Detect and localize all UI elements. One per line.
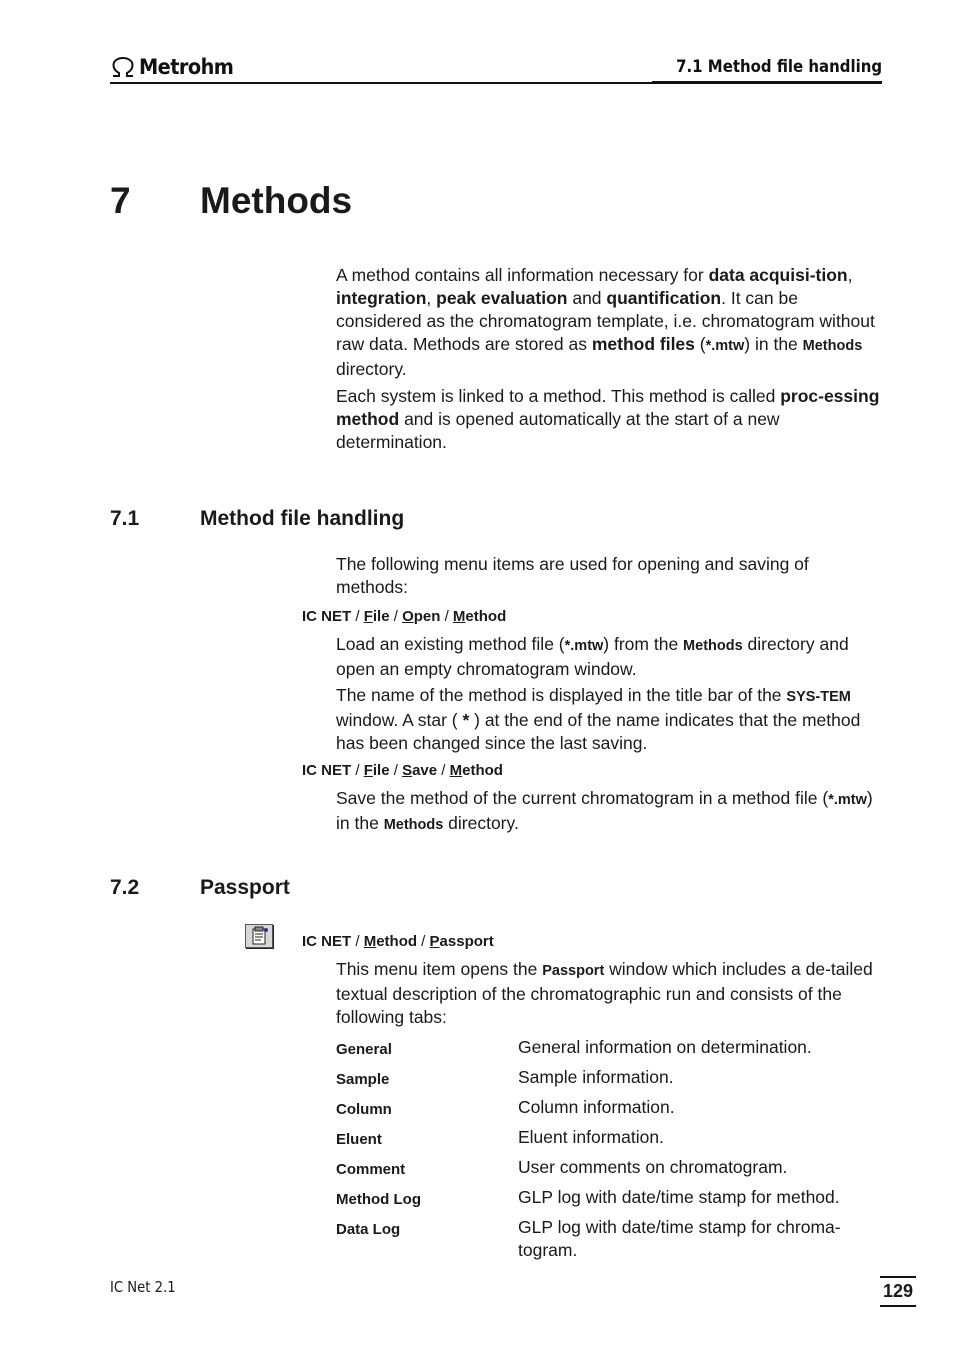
passport-document-icon xyxy=(246,925,272,947)
tab-description: GLP log with date/time stamp for method. xyxy=(518,1187,840,1207)
running-header-section: 7.1 Method file handling xyxy=(675,57,882,77)
list-item xyxy=(336,1096,884,1121)
brand-logo xyxy=(110,53,242,81)
list-item xyxy=(336,1126,884,1151)
intro-paragraph-2: Each system is linked to a method. This method is called proc-essing method and is opened automatically at the start of a new determination. xyxy=(336,386,880,452)
list-item xyxy=(336,1066,884,1091)
chapter-number: 7 xyxy=(110,180,131,221)
brand-name: Metrohm xyxy=(139,55,234,79)
chapter-title: Methods xyxy=(200,180,353,221)
section-7-1-number: 7.1 xyxy=(110,507,140,530)
passport-description: This menu item opens the Passport window which includes a de-tailed textual description of the chromatographic run and consists of the following tabs: xyxy=(336,959,873,1027)
tab-name: Method Log xyxy=(336,1191,421,1208)
passport-tabs-list xyxy=(336,1036,884,1267)
section-7-1-title: Method file handling xyxy=(200,507,405,530)
list-item xyxy=(336,1156,884,1181)
tab-description: User comments on chromatogram. xyxy=(518,1157,788,1177)
tab-name: Sample xyxy=(336,1071,390,1088)
section-7-1-intro: The following menu items are used for opening and saving of methods: xyxy=(336,554,809,597)
save-method-description: Save the method of the current chromatogram in a method file (*.mtw) in the Methods directory. xyxy=(336,788,873,833)
menu-path-method-passport: IC NET / Method / Passport xyxy=(302,933,494,950)
tab-name: Data Log xyxy=(336,1221,401,1238)
intro-paragraph-1: A method contains all information necessary for data acquisi-tion, integration, peak evaluation and quantification. It can be considered as the chromatogram template, i.e. chromatogram without raw data. Methods are stored as method files (*.mtw) in the Methods directory. xyxy=(336,265,875,379)
section-7-2-title: Passport xyxy=(200,876,290,899)
tab-description: General information on determination. xyxy=(518,1037,812,1057)
list-item xyxy=(336,1036,884,1061)
tab-description: Column information. xyxy=(518,1097,675,1117)
page-number: 129 xyxy=(880,1276,916,1307)
list-item xyxy=(336,1216,884,1262)
tab-name: Eluent xyxy=(336,1131,382,1148)
passport-toolbar-icon xyxy=(245,924,273,948)
tab-description: GLP log with date/time stamp for chroma-togram. xyxy=(518,1217,841,1260)
tab-name: General xyxy=(336,1041,392,1058)
tab-name: Column xyxy=(336,1101,392,1118)
menu-path-file-save-method: IC NET / File / Save / Method xyxy=(302,762,503,779)
header-divider-accent xyxy=(652,81,882,84)
omega-logo-icon xyxy=(110,56,136,78)
tab-description: Eluent information. xyxy=(518,1127,664,1147)
menu-path-file-open-method: IC NET / File / Open / Method xyxy=(302,608,507,625)
open-method-description: Load an existing method file (*.mtw) from the Methods directory and open an empty chromatogram window. xyxy=(336,634,849,679)
tab-description: Sample information. xyxy=(518,1067,674,1087)
section-7-2-number: 7.2 xyxy=(110,876,140,899)
list-item xyxy=(336,1186,884,1211)
open-method-title-note: The name of the method is displayed in the title bar of the SYS-TEM window. A star ( * ) at the end of the name indicates that the method has been changed since the last saving. xyxy=(336,685,861,753)
footer-product: IC Net 2.1 xyxy=(110,1278,176,1296)
tab-name: Comment xyxy=(336,1161,406,1178)
